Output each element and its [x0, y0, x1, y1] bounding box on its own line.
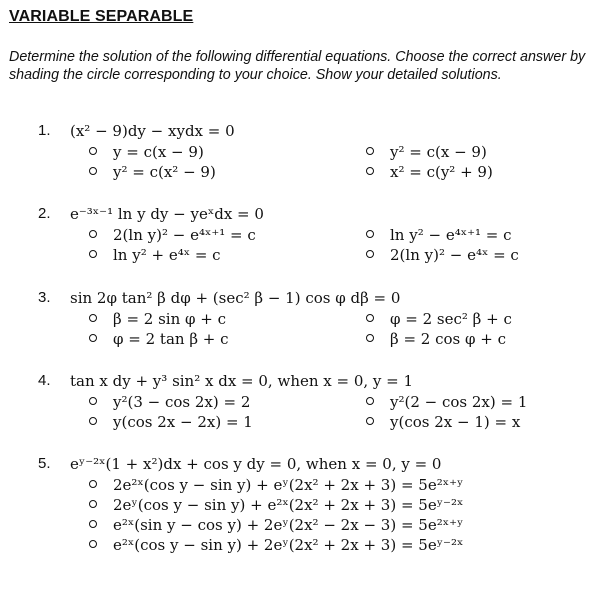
option-label: y = c(x − 9)	[113, 143, 204, 161]
answer-circle[interactable]	[366, 334, 374, 342]
answer-circle[interactable]	[89, 250, 97, 258]
problem-question: sin 2φ tan² β dφ + (sec² β − 1) cos φ dβ = 0	[70, 289, 401, 307]
answer-circle[interactable]	[366, 147, 374, 155]
problem-number: 2.	[38, 205, 51, 222]
answer-option[interactable]	[366, 163, 493, 182]
option-label: y²(2 − cos 2x) = 1	[390, 393, 528, 411]
answer-circle[interactable]	[89, 480, 97, 488]
answer-option[interactable]	[89, 163, 216, 182]
answer-circle[interactable]	[89, 334, 97, 342]
option-label: β = 2 cos φ + c	[390, 330, 506, 348]
answer-option[interactable]	[366, 226, 512, 245]
option-label: e²ˣ(sin y − cos y) + 2eʸ(2x² − 2x − 3) = 5e²ˣ⁺ʸ	[113, 516, 464, 534]
problem-number: 5.	[38, 455, 51, 472]
answer-option[interactable]	[89, 330, 229, 349]
answer-circle[interactable]	[89, 314, 97, 322]
option-label: ln y² + e⁴ˣ = c	[113, 246, 221, 264]
problem-question: (x² − 9)dy − xydx = 0	[70, 122, 235, 140]
option-label: 2(ln y)² − e⁴ˣ⁺¹ = c	[113, 226, 256, 244]
answer-circle[interactable]	[89, 520, 97, 528]
answer-option[interactable]	[366, 310, 512, 329]
answer-circle[interactable]	[89, 167, 97, 175]
option-label: φ = 2 sec² β + c	[390, 310, 512, 328]
instructions: Determine the solution of the following differential equations. Choose the correct answer by shading the circle corresponding to your choice. Show your detailed solutions.	[9, 49, 586, 83]
answer-option[interactable]	[89, 246, 221, 265]
answer-option[interactable]	[366, 393, 527, 412]
answer-circle[interactable]	[89, 500, 97, 508]
option-label: β = 2 sin φ + c	[113, 310, 227, 328]
answer-option[interactable]	[89, 143, 204, 162]
answer-option[interactable]	[89, 496, 463, 515]
problem-number: 3.	[38, 289, 51, 306]
answer-circle[interactable]	[89, 417, 97, 425]
option-label: y² = c(x − 9)	[390, 143, 487, 161]
answer-option[interactable]	[89, 413, 253, 432]
answer-option[interactable]	[366, 330, 506, 349]
option-label: ln y² − e⁴ˣ⁺¹ = c	[390, 226, 512, 244]
answer-option[interactable]	[89, 476, 463, 495]
option-label: 2eʸ(cos y − sin y) + e²ˣ(2x² + 2x + 3) = 5eʸ⁻²ˣ	[113, 496, 464, 514]
answer-circle[interactable]	[89, 147, 97, 155]
option-label: 2e²ˣ(cos y − sin y) + eʸ(2x² + 2x + 3) = 5e²ˣ⁺ʸ	[113, 476, 464, 494]
option-label: y(cos 2x − 1) = x	[390, 413, 521, 431]
answer-circle[interactable]	[89, 540, 97, 548]
answer-circle[interactable]	[366, 417, 374, 425]
option-label: x² = c(y² + 9)	[390, 163, 493, 181]
option-label: 2(ln y)² − e⁴ˣ = c	[390, 246, 519, 264]
answer-circle[interactable]	[366, 314, 374, 322]
option-label: y²(3 − cos 2x) = 2	[113, 393, 251, 411]
answer-option[interactable]	[89, 226, 256, 245]
problem-question: tan x dy + y³ sin² x dx = 0, when x = 0, y = 1	[70, 372, 414, 390]
answer-circle[interactable]	[366, 167, 374, 175]
problem-question: eʸ⁻²ˣ(1 + x²)dx + cos y dy = 0, when x = 0, y = 0	[70, 455, 442, 473]
problem-question: e⁻³ˣ⁻¹ ln y dy − yeˣdx = 0	[70, 205, 264, 223]
page-title: VARIABLE SEPARABLE	[9, 8, 194, 25]
problem-number: 4.	[38, 372, 51, 389]
option-label: y(cos 2x − 2x) = 1	[113, 413, 253, 431]
problem-number: 1.	[38, 122, 51, 139]
option-label: y² = c(x² − 9)	[113, 163, 216, 181]
option-label: e²ˣ(cos y − sin y) + 2eʸ(2x² + 2x + 3) = 5eʸ⁻²ˣ	[113, 536, 464, 554]
answer-option[interactable]	[89, 536, 463, 555]
answer-circle[interactable]	[366, 397, 374, 405]
answer-option[interactable]	[89, 393, 250, 412]
answer-option[interactable]	[89, 516, 463, 535]
answer-circle[interactable]	[89, 397, 97, 405]
answer-circle[interactable]	[89, 230, 97, 238]
answer-option[interactable]	[89, 310, 226, 329]
answer-circle[interactable]	[366, 230, 374, 238]
answer-option[interactable]	[366, 413, 520, 432]
answer-circle[interactable]	[366, 250, 374, 258]
option-label: φ = 2 tan β + c	[113, 330, 229, 348]
answer-option[interactable]	[366, 246, 519, 265]
answer-option[interactable]	[366, 143, 487, 162]
